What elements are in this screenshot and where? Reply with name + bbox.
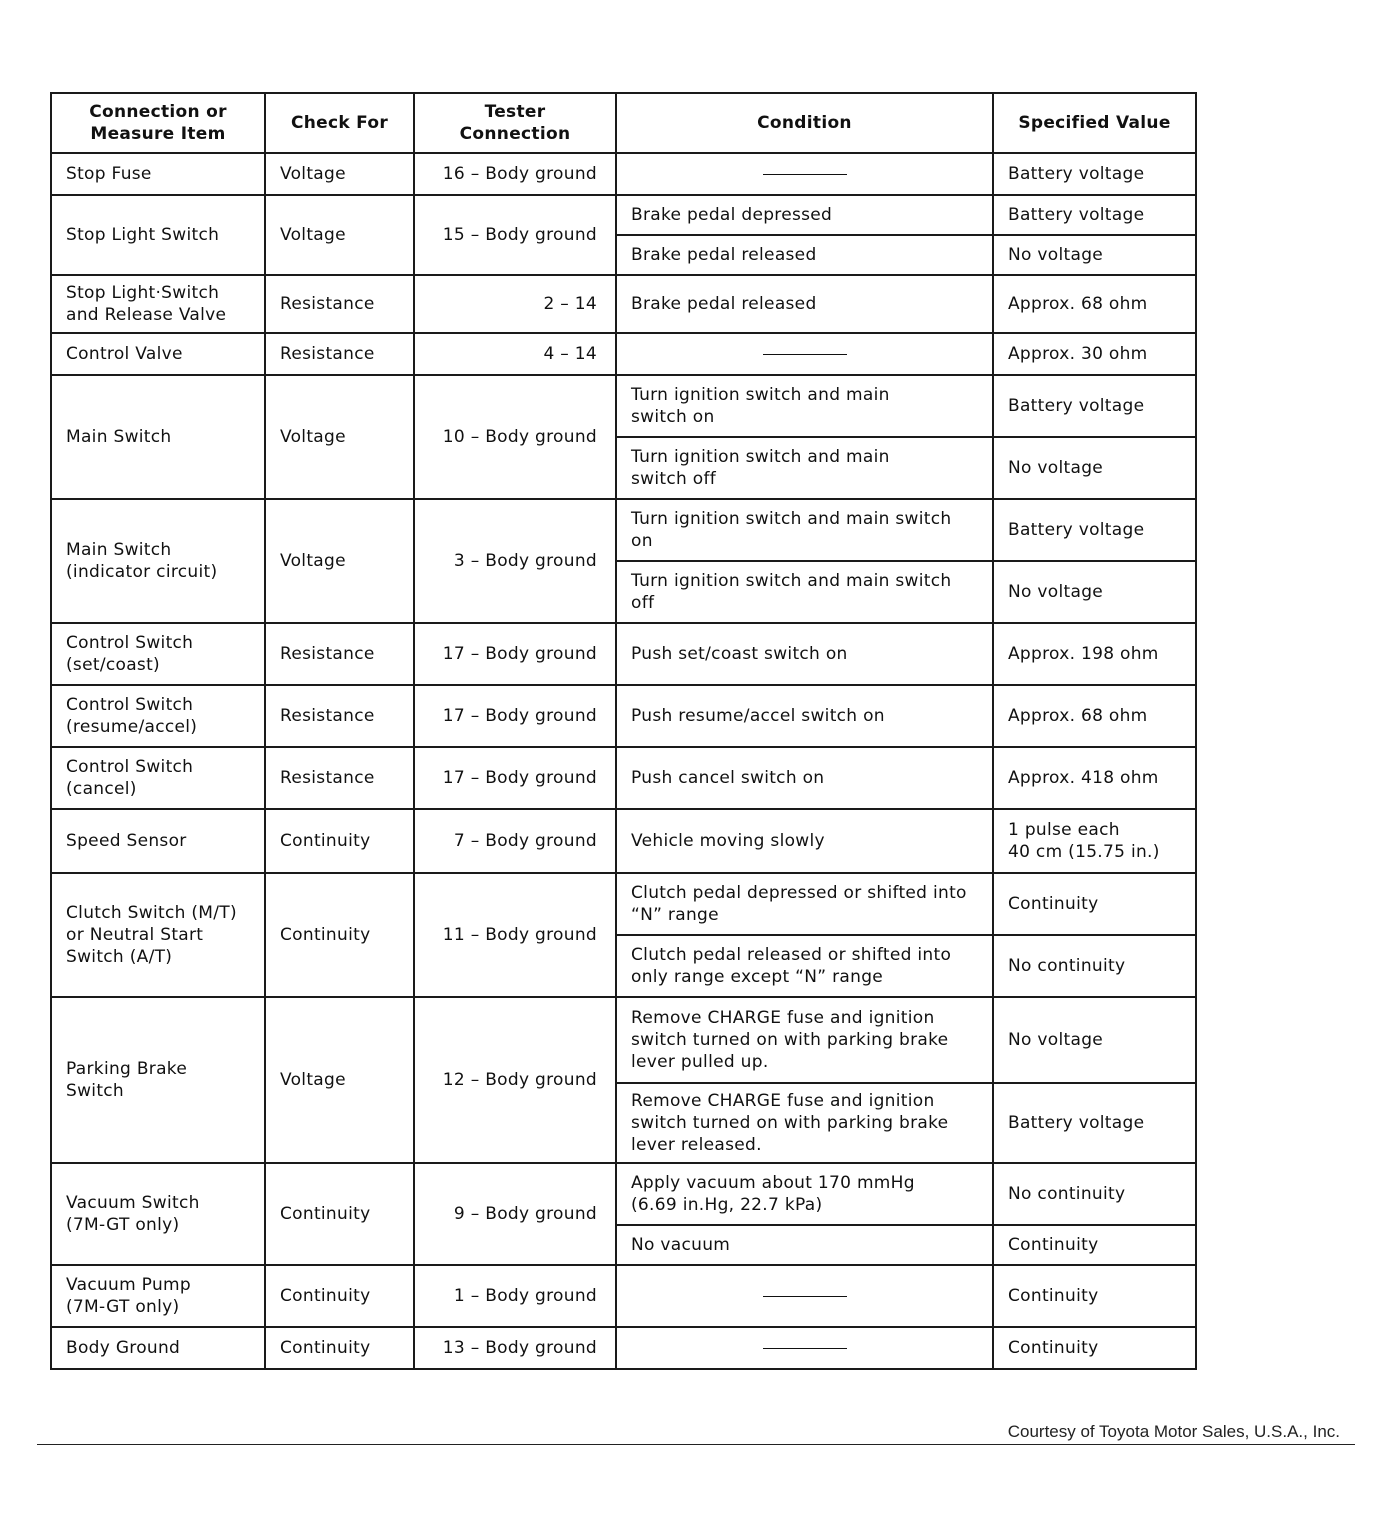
specified-value-cell-text: Battery voltage	[1008, 205, 1145, 225]
condition-cell	[616, 153, 993, 195]
condition-cell-text: Push set/coast switch on	[631, 644, 848, 664]
tester-connection-cell	[414, 195, 616, 275]
check-for-cell-text: Voltage	[280, 551, 346, 571]
specified-value-cell	[993, 809, 1196, 873]
specified-value-cell	[993, 437, 1196, 499]
tester-connection-cell-text: 17 – Body ground	[442, 768, 597, 788]
check-for-cell-text: Voltage	[280, 427, 346, 447]
table-row	[51, 873, 1196, 935]
measure-item-cell-text: Main Switch (indicator circuit)	[66, 540, 218, 582]
header-tester: Tester Connection	[414, 93, 616, 153]
tester-connection-cell	[414, 375, 616, 499]
measure-item-cell-text: Stop Light·Switch and Release Valve	[66, 283, 227, 325]
check-for-cell-text: Voltage	[280, 1070, 346, 1090]
table-row	[51, 623, 1196, 685]
condition-cell	[616, 809, 993, 873]
condition-cell-text: Push cancel switch on	[631, 768, 825, 788]
specified-value-cell	[993, 561, 1196, 623]
header-value: Specified Value	[993, 93, 1196, 153]
specified-value-cell	[993, 1265, 1196, 1327]
condition-cell-text: Brake pedal released	[631, 245, 817, 265]
check-for-cell-text: Resistance	[280, 294, 375, 314]
check-for-cell	[265, 375, 414, 499]
condition-cell	[616, 685, 993, 747]
table-row	[51, 375, 1196, 437]
specified-value-cell-text: Approx. 68 ohm	[1008, 706, 1148, 726]
check-for-cell-text: Continuity	[280, 831, 371, 851]
header-item: Connection or Measure Item	[51, 93, 265, 153]
check-for-cell	[265, 809, 414, 873]
tester-connection-cell	[414, 747, 616, 809]
measure-item-cell-text: Parking Brake Switch	[66, 1059, 188, 1101]
specified-value-cell-text: Continuity	[1008, 1286, 1099, 1306]
check-for-cell	[265, 873, 414, 997]
tester-connection-cell-text: 2 – 14	[543, 294, 597, 314]
check-for-cell	[265, 997, 414, 1163]
tester-connection-cell-text: 12 – Body ground	[442, 1070, 597, 1090]
tester-connection-cell-text: 4 – 14	[543, 344, 597, 364]
measure-item-cell-text: Control Switch (resume/accel)	[66, 695, 198, 737]
measure-item-cell	[51, 333, 265, 375]
measure-item-cell-text: Vacuum Pump (7M-GT only)	[66, 1275, 191, 1317]
tester-connection-cell-text: 1 – Body ground	[453, 1286, 597, 1306]
condition-cell-text: Turn ignition switch and main switch off	[631, 571, 952, 613]
check-for-cell-text: Resistance	[280, 706, 375, 726]
specified-value-cell-text: No voltage	[1008, 582, 1104, 602]
specified-value-cell-text: Approx. 418 ohm	[1008, 768, 1159, 788]
specified-value-cell	[993, 685, 1196, 747]
tester-connection-cell	[414, 1327, 616, 1369]
table-row	[51, 499, 1196, 561]
no-condition-dash	[763, 354, 847, 355]
condition-cell	[616, 1163, 993, 1225]
condition-cell-text: Clutch pedal depressed or shifted into “N” range	[631, 883, 967, 925]
specified-value-cell-text: Continuity	[1008, 1235, 1099, 1255]
measure-item-cell-text: Clutch Switch (M/T) or Neutral Start Switch (A/T)	[66, 903, 237, 967]
specified-value-cell	[993, 997, 1196, 1083]
check-for-cell	[265, 153, 414, 195]
table-row	[51, 997, 1196, 1083]
specified-value-cell	[993, 1327, 1196, 1369]
table-row	[51, 1327, 1196, 1369]
measure-item-cell	[51, 499, 265, 623]
header-condition: Condition	[616, 93, 993, 153]
condition-cell	[616, 1327, 993, 1369]
check-for-cell	[265, 1163, 414, 1265]
table-row	[51, 685, 1196, 747]
check-for-cell-text: Resistance	[280, 344, 375, 364]
condition-cell-text: Turn ignition switch and main switch on	[631, 385, 890, 427]
check-for-cell	[265, 1327, 414, 1369]
measure-item-cell	[51, 1265, 265, 1327]
measure-item-cell	[51, 1327, 265, 1369]
tester-connection-cell-text: 11 – Body ground	[442, 925, 597, 945]
condition-cell-text: Turn ignition switch and main switch off	[631, 447, 890, 489]
check-for-cell-text: Continuity	[280, 1338, 371, 1358]
condition-cell	[616, 935, 993, 997]
specified-value-cell	[993, 1083, 1196, 1163]
condition-cell-text: Push resume/accel switch on	[631, 706, 885, 726]
condition-cell	[616, 375, 993, 437]
header-row	[51, 93, 1196, 153]
condition-cell	[616, 623, 993, 685]
tester-connection-cell	[414, 153, 616, 195]
condition-cell	[616, 499, 993, 561]
specified-value-cell-text: Approx. 30 ohm	[1008, 344, 1148, 364]
condition-cell-text: Clutch pedal released or shifted into only range except “N” range	[631, 945, 952, 987]
tester-connection-cell	[414, 873, 616, 997]
condition-cell	[616, 1083, 993, 1163]
check-for-cell-text: Voltage	[280, 164, 346, 184]
check-for-cell-text: Resistance	[280, 644, 375, 664]
specified-value-cell-text: No voltage	[1008, 245, 1104, 265]
tester-connection-cell	[414, 623, 616, 685]
table-row	[51, 153, 1196, 195]
condition-cell	[616, 275, 993, 333]
condition-cell-text: Turn ignition switch and main switch on	[631, 509, 952, 551]
condition-cell	[616, 333, 993, 375]
condition-cell-text: Brake pedal released	[631, 294, 817, 314]
measure-item-cell-text: Body Ground	[66, 1338, 181, 1358]
measure-item-cell-text: Control Switch (cancel)	[66, 757, 194, 799]
table-row	[51, 195, 1196, 235]
specified-value-cell	[993, 333, 1196, 375]
check-for-cell	[265, 333, 414, 375]
tester-connection-cell-text: 15 – Body ground	[442, 225, 597, 245]
table-row	[51, 333, 1196, 375]
specified-value-cell-text: No continuity	[1008, 1184, 1126, 1204]
specified-value-cell	[993, 235, 1196, 275]
measure-item-cell	[51, 685, 265, 747]
tester-connection-cell	[414, 499, 616, 623]
specified-value-cell	[993, 873, 1196, 935]
spec-table	[50, 92, 1197, 1370]
specified-value-cell-text: No voltage	[1008, 458, 1104, 478]
measure-item-cell-text: Stop Light Switch	[66, 225, 220, 245]
condition-cell	[616, 873, 993, 935]
specified-value-cell-text: Continuity	[1008, 894, 1099, 914]
specified-value-cell-text: Approx. 68 ohm	[1008, 294, 1148, 314]
specified-value-cell	[993, 935, 1196, 997]
check-for-cell	[265, 499, 414, 623]
check-for-cell	[265, 685, 414, 747]
measure-item-cell-text: Control Switch (set/coast)	[66, 633, 194, 675]
condition-cell	[616, 437, 993, 499]
specified-value-cell-text: Battery voltage	[1008, 396, 1145, 416]
specified-value-cell-text: No continuity	[1008, 956, 1126, 976]
check-for-cell	[265, 623, 414, 685]
tester-connection-cell	[414, 1265, 616, 1327]
specified-value-cell	[993, 747, 1196, 809]
measure-item-cell	[51, 375, 265, 499]
condition-cell	[616, 1225, 993, 1265]
specified-value-cell	[993, 195, 1196, 235]
no-condition-dash	[763, 174, 847, 175]
specified-value-cell-text: Battery voltage	[1008, 164, 1145, 184]
specified-value-cell	[993, 153, 1196, 195]
measure-item-cell	[51, 873, 265, 997]
specified-value-cell-text: No voltage	[1008, 1030, 1104, 1050]
measure-item-cell	[51, 153, 265, 195]
check-for-cell-text: Continuity	[280, 925, 371, 945]
measure-item-cell	[51, 275, 265, 333]
measure-item-cell-text: Main Switch	[66, 427, 172, 447]
measure-item-cell-text: Control Valve	[66, 344, 183, 364]
condition-cell-text: Remove CHARGE fuse and ignition switch turned on with parking brake lever pulled up.	[631, 1008, 949, 1072]
measure-item-cell-text: Speed Sensor	[66, 831, 187, 851]
header-check: Check For	[265, 93, 414, 153]
check-for-cell-text: Continuity	[280, 1204, 371, 1224]
measure-item-cell-text: Vacuum Switch (7M-GT only)	[66, 1193, 200, 1235]
specified-value-cell	[993, 623, 1196, 685]
table-row	[51, 809, 1196, 873]
condition-cell-text: No vacuum	[631, 1235, 731, 1255]
specified-value-cell-text: Battery voltage	[1008, 1113, 1145, 1133]
tester-connection-cell	[414, 1163, 616, 1265]
tester-connection-cell	[414, 685, 616, 747]
table-row	[51, 1265, 1196, 1327]
footer-rule	[37, 1444, 1355, 1445]
check-for-cell-text: Resistance	[280, 768, 375, 788]
table-row	[51, 275, 1196, 333]
tester-connection-cell-text: 13 – Body ground	[442, 1338, 597, 1358]
no-condition-dash	[763, 1348, 847, 1349]
tester-connection-cell-text: 7 – Body ground	[453, 831, 597, 851]
condition-cell	[616, 747, 993, 809]
check-for-cell	[265, 275, 414, 333]
specified-value-cell-text: Continuity	[1008, 1338, 1099, 1358]
condition-cell-text: Brake pedal depressed	[631, 205, 833, 225]
measure-item-cell	[51, 997, 265, 1163]
tester-connection-cell	[414, 809, 616, 873]
tester-connection-cell-text: 17 – Body ground	[442, 644, 597, 664]
tester-connection-cell	[414, 333, 616, 375]
check-for-cell	[265, 195, 414, 275]
tester-connection-cell-text: 10 – Body ground	[442, 427, 597, 447]
courtesy-footer: Courtesy of Toyota Motor Sales, U.S.A., Inc.	[1007, 1422, 1340, 1441]
table-body	[51, 153, 1196, 1369]
specified-value-cell	[993, 375, 1196, 437]
condition-cell-text: Vehicle moving slowly	[631, 831, 825, 851]
measure-item-cell	[51, 1163, 265, 1265]
condition-cell	[616, 235, 993, 275]
specified-value-cell-text: Approx. 198 ohm	[1008, 644, 1159, 664]
condition-cell-text: Apply vacuum about 170 mmHg (6.69 in.Hg, 22.7 kPa)	[631, 1173, 915, 1215]
measure-item-cell	[51, 195, 265, 275]
check-for-cell	[265, 747, 414, 809]
table-row	[51, 747, 1196, 809]
check-for-cell	[265, 1265, 414, 1327]
measure-item-cell	[51, 623, 265, 685]
specified-value-cell	[993, 1163, 1196, 1225]
table-row	[51, 1163, 1196, 1225]
specified-value-cell	[993, 499, 1196, 561]
tester-connection-cell-text: 3 – Body ground	[453, 551, 597, 571]
no-condition-dash	[763, 1296, 847, 1297]
condition-cell	[616, 195, 993, 235]
specified-value-cell	[993, 1225, 1196, 1265]
tester-connection-cell	[414, 997, 616, 1163]
specified-value-cell-text: Battery voltage	[1008, 520, 1145, 540]
measure-item-cell	[51, 809, 265, 873]
tester-connection-cell-text: 16 – Body ground	[442, 164, 597, 184]
specified-value-cell	[993, 275, 1196, 333]
tester-connection-cell-text: 17 – Body ground	[442, 706, 597, 726]
condition-cell	[616, 997, 993, 1083]
measure-item-cell	[51, 747, 265, 809]
check-for-cell-text: Continuity	[280, 1286, 371, 1306]
measure-item-cell-text: Stop Fuse	[66, 164, 152, 184]
tester-connection-cell-text: 9 – Body ground	[453, 1204, 597, 1224]
check-for-cell-text: Voltage	[280, 225, 346, 245]
condition-cell	[616, 561, 993, 623]
specified-value-cell-text: 1 pulse each 40 cm (15.75 in.)	[1008, 820, 1160, 862]
tester-connection-cell	[414, 275, 616, 333]
condition-cell-text: Remove CHARGE fuse and ignition switch turned on with parking brake lever released.	[631, 1091, 949, 1155]
condition-cell	[616, 1265, 993, 1327]
